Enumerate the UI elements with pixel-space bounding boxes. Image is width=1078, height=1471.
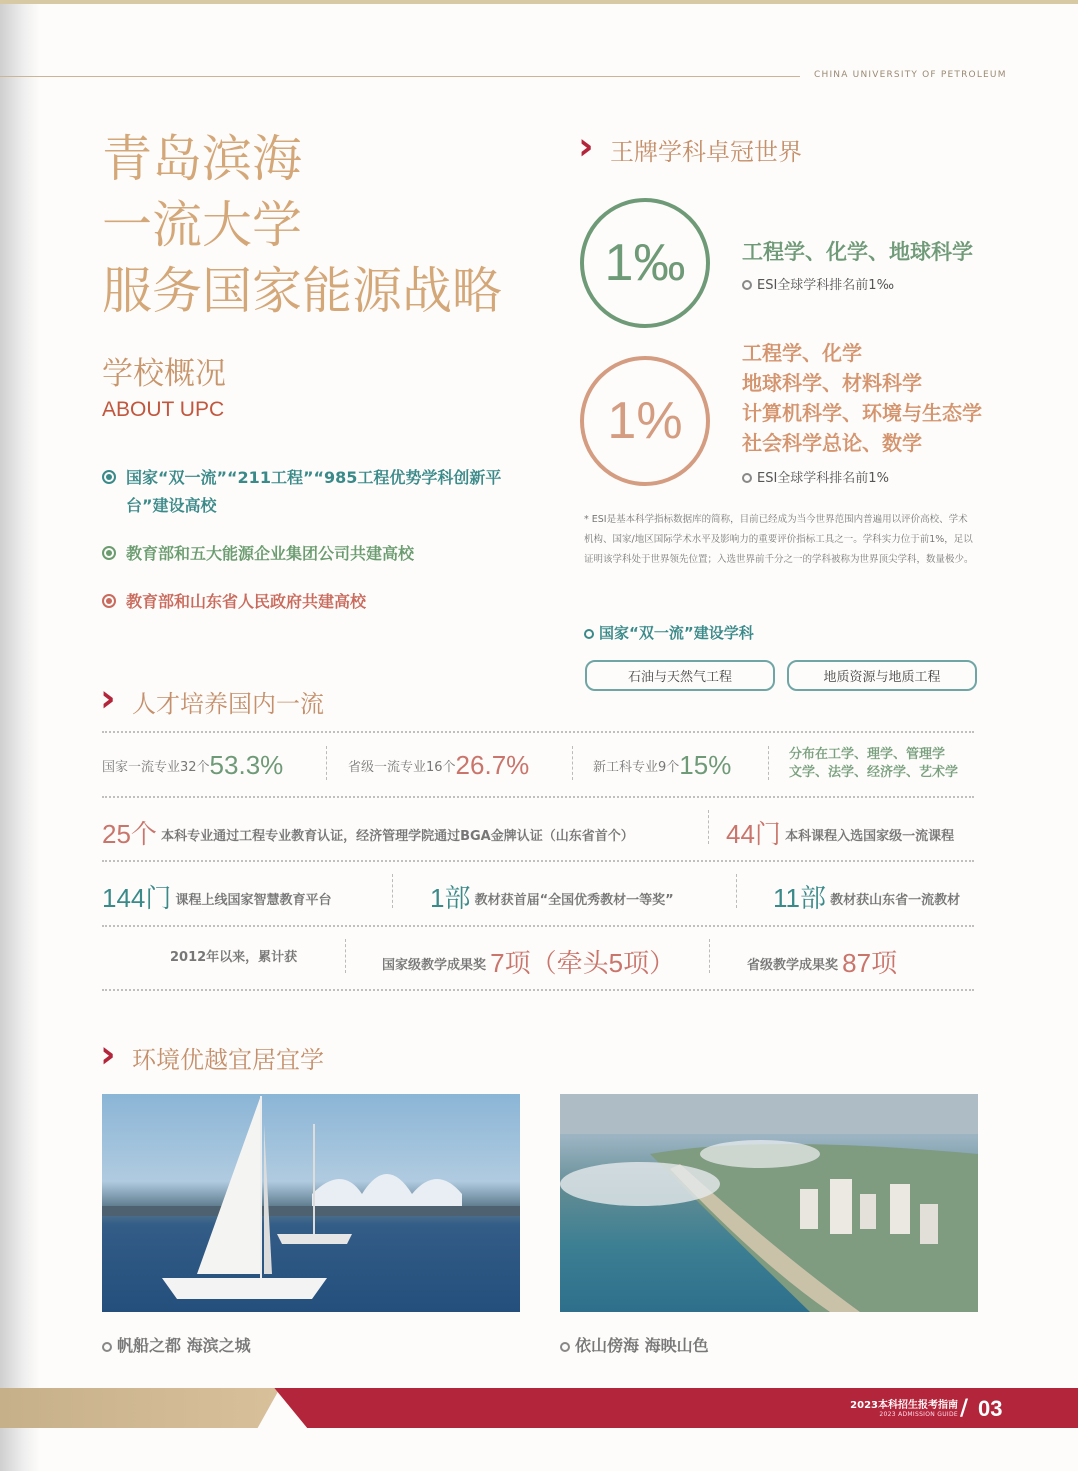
bullet-text: 教育部和山东省人民政府共建高校 bbox=[126, 592, 367, 611]
divider bbox=[709, 939, 710, 973]
book-spine-shadow bbox=[0, 0, 40, 1471]
percent-ring: 1% bbox=[580, 356, 710, 486]
disciplines-title: 王牌学科卓冠世界 bbox=[610, 138, 802, 166]
stat-label: 2012年以来，累计获 bbox=[170, 950, 298, 965]
divider bbox=[345, 939, 346, 973]
sailboat-photo bbox=[102, 1094, 520, 1312]
divider bbox=[768, 746, 769, 780]
flower-icon bbox=[102, 470, 116, 484]
dotted-rule bbox=[102, 860, 974, 862]
stat-value: 144门 bbox=[102, 883, 172, 913]
about-title: 学校概况 bbox=[102, 356, 226, 392]
stat-label: 新工科专业9个 bbox=[593, 760, 680, 775]
bullet-item bbox=[102, 588, 522, 616]
stat-provincial-majors bbox=[348, 750, 529, 781]
stat-value: 26.7% bbox=[455, 750, 530, 780]
discipline-pill: 地质资源与地质工程 bbox=[787, 660, 977, 691]
disciplines-heading bbox=[580, 132, 802, 167]
flower-icon bbox=[102, 1342, 112, 1352]
flower-icon bbox=[584, 629, 594, 639]
stat-value: 15% bbox=[679, 750, 732, 780]
environment-heading bbox=[102, 1040, 324, 1075]
sailboat-illustration bbox=[102, 1094, 520, 1312]
percent-fields bbox=[742, 338, 982, 458]
footer-guide: 2023本科招生报考指南 bbox=[850, 1400, 958, 1411]
about-subtitle: ABOUT UPC bbox=[102, 398, 225, 421]
stat-new-engineering bbox=[593, 750, 731, 781]
photo-caption bbox=[102, 1333, 251, 1356]
dotted-rule bbox=[102, 989, 974, 991]
bullet-item bbox=[102, 540, 522, 568]
stat-national-teaching-awards bbox=[382, 943, 675, 980]
coastal-city-photo bbox=[560, 1094, 978, 1312]
stat-label: 教材获山东省一流教材 bbox=[830, 893, 961, 908]
stat-label: 国家一流专业32个 bbox=[102, 760, 210, 775]
header-rule bbox=[0, 76, 800, 77]
flower-icon bbox=[742, 280, 752, 290]
footer-gold-band bbox=[0, 1388, 280, 1428]
chevron-right-icon bbox=[102, 695, 116, 715]
dotted-rule bbox=[102, 925, 974, 927]
bullet-text: 国家“双一流”“211工程”“985工程优势学科创新平台”建设高校 bbox=[126, 468, 502, 515]
distribution-line: 分布在工学、理学、管理学 bbox=[789, 747, 946, 762]
percent-note-text: ESI全球学科排名前1% bbox=[757, 471, 889, 486]
bullet-text: 教育部和五大能源企业集团公司共建高校 bbox=[126, 544, 415, 563]
stat-value: 11部 bbox=[773, 883, 826, 913]
permille-ring: 1‰ bbox=[580, 198, 710, 328]
about-bullets bbox=[102, 464, 522, 636]
flower-icon bbox=[560, 1342, 570, 1352]
stat-label: 课程上线国家智慧教育平台 bbox=[175, 893, 332, 908]
stat-label: 省级一流专业16个 bbox=[348, 760, 456, 775]
stat-value: 53.3% bbox=[209, 750, 284, 780]
double-first-class-title bbox=[584, 622, 754, 643]
discipline-pill: 石油与天然气工程 bbox=[585, 660, 775, 691]
stat-national-majors bbox=[102, 750, 283, 781]
stat-national-courses bbox=[726, 814, 954, 851]
hero-line-2: 一流大学 bbox=[102, 196, 302, 254]
stat-label: 教材获首届“全国优秀教材一等奖” bbox=[474, 893, 674, 908]
stat-value: 1部 bbox=[430, 883, 471, 913]
caption-text: 依山傍海 海映山色 bbox=[575, 1336, 709, 1355]
stat-label: 本科专业通过工程专业教育认证，经济管理学院通过BGA金牌认证（山东省首个） bbox=[161, 829, 634, 844]
divider bbox=[392, 874, 393, 908]
stat-value: 44门 bbox=[726, 819, 781, 849]
double-first-class-label: 国家“双一流”建设学科 bbox=[599, 624, 754, 642]
hero-title bbox=[102, 126, 502, 324]
stat-label: 省级教学成果奖 bbox=[747, 958, 839, 973]
percent-field-line: 地球科学、材料科学 bbox=[742, 371, 922, 395]
footer-guide-en: 2023 ADMISSION GUIDE bbox=[879, 1411, 958, 1418]
percent-field-line: 计算机科学、环境与生态学 bbox=[742, 401, 982, 425]
hero-line-3: 服务国家能源战略 bbox=[102, 262, 502, 320]
divider bbox=[708, 810, 709, 844]
flower-icon bbox=[102, 546, 116, 560]
percent-note bbox=[742, 467, 889, 486]
caption-text: 帆船之都 海滨之城 bbox=[117, 1336, 251, 1355]
hero-line-1: 青岛滨海 bbox=[102, 130, 302, 188]
stat-provincial-teaching-awards bbox=[747, 943, 897, 980]
coastal-city-illustration bbox=[560, 1094, 978, 1312]
chevron-right-icon bbox=[580, 143, 594, 163]
stat-label: 本科课程入选国家级一流课程 bbox=[785, 829, 955, 844]
flower-icon bbox=[102, 594, 116, 608]
photo-caption bbox=[560, 1333, 709, 1356]
stat-certified-majors bbox=[102, 814, 634, 851]
footer-slash: / bbox=[960, 1396, 969, 1421]
stat-online-courses bbox=[102, 878, 332, 915]
permille-note-text: ESI全球学科排名前1‰ bbox=[757, 278, 895, 293]
stat-value: 87项 bbox=[842, 948, 898, 978]
divider bbox=[572, 746, 573, 780]
environment-title: 环境优越宜居宜学 bbox=[132, 1046, 324, 1074]
bullet-item bbox=[102, 464, 522, 520]
distribution-line: 文学、法学、经济学、艺术学 bbox=[789, 765, 959, 780]
flower-icon bbox=[742, 473, 752, 483]
divider bbox=[326, 746, 327, 780]
top-border bbox=[0, 0, 1078, 4]
dotted-rule bbox=[102, 796, 974, 798]
permille-note bbox=[742, 274, 894, 293]
header-university: CHINA UNIVERSITY OF PETROLEUM bbox=[814, 70, 1007, 80]
esi-footnote: * ESI是基本科学指标数据库的简称，目前已经成为当今世界范围内普遍用以评价高校、学术机构、国家/地区国际学术水平及影响力的重要评价指标工具之一。学科实力位于前1%，足以证明该学科处于世界领先位置；入选世界前千分之一的学科被称为世界顶尖学科，数量极少。 bbox=[584, 514, 974, 565]
stat-provincial-textbook bbox=[773, 878, 960, 915]
page-number: 03 bbox=[978, 1396, 1003, 1421]
stat-since-2012 bbox=[170, 946, 297, 965]
stat-national-textbook bbox=[430, 878, 674, 915]
stat-label: 国家级教学成果奖 bbox=[382, 958, 487, 973]
divider bbox=[736, 874, 737, 908]
percent-field-line: 工程学、化学 bbox=[742, 341, 862, 365]
percent-field-line: 社会科学总论、数学 bbox=[742, 431, 922, 455]
talent-heading bbox=[102, 684, 324, 719]
stat-value: 25个 bbox=[102, 819, 157, 849]
majors-distribution bbox=[789, 746, 958, 782]
dotted-rule bbox=[102, 731, 974, 733]
permille-fields: 工程学、化学、地球科学 bbox=[742, 240, 973, 264]
talent-title: 人才培养国内一流 bbox=[132, 690, 324, 718]
chevron-right-icon bbox=[102, 1051, 116, 1071]
stat-value: 7项（牵头5项） bbox=[490, 948, 676, 978]
